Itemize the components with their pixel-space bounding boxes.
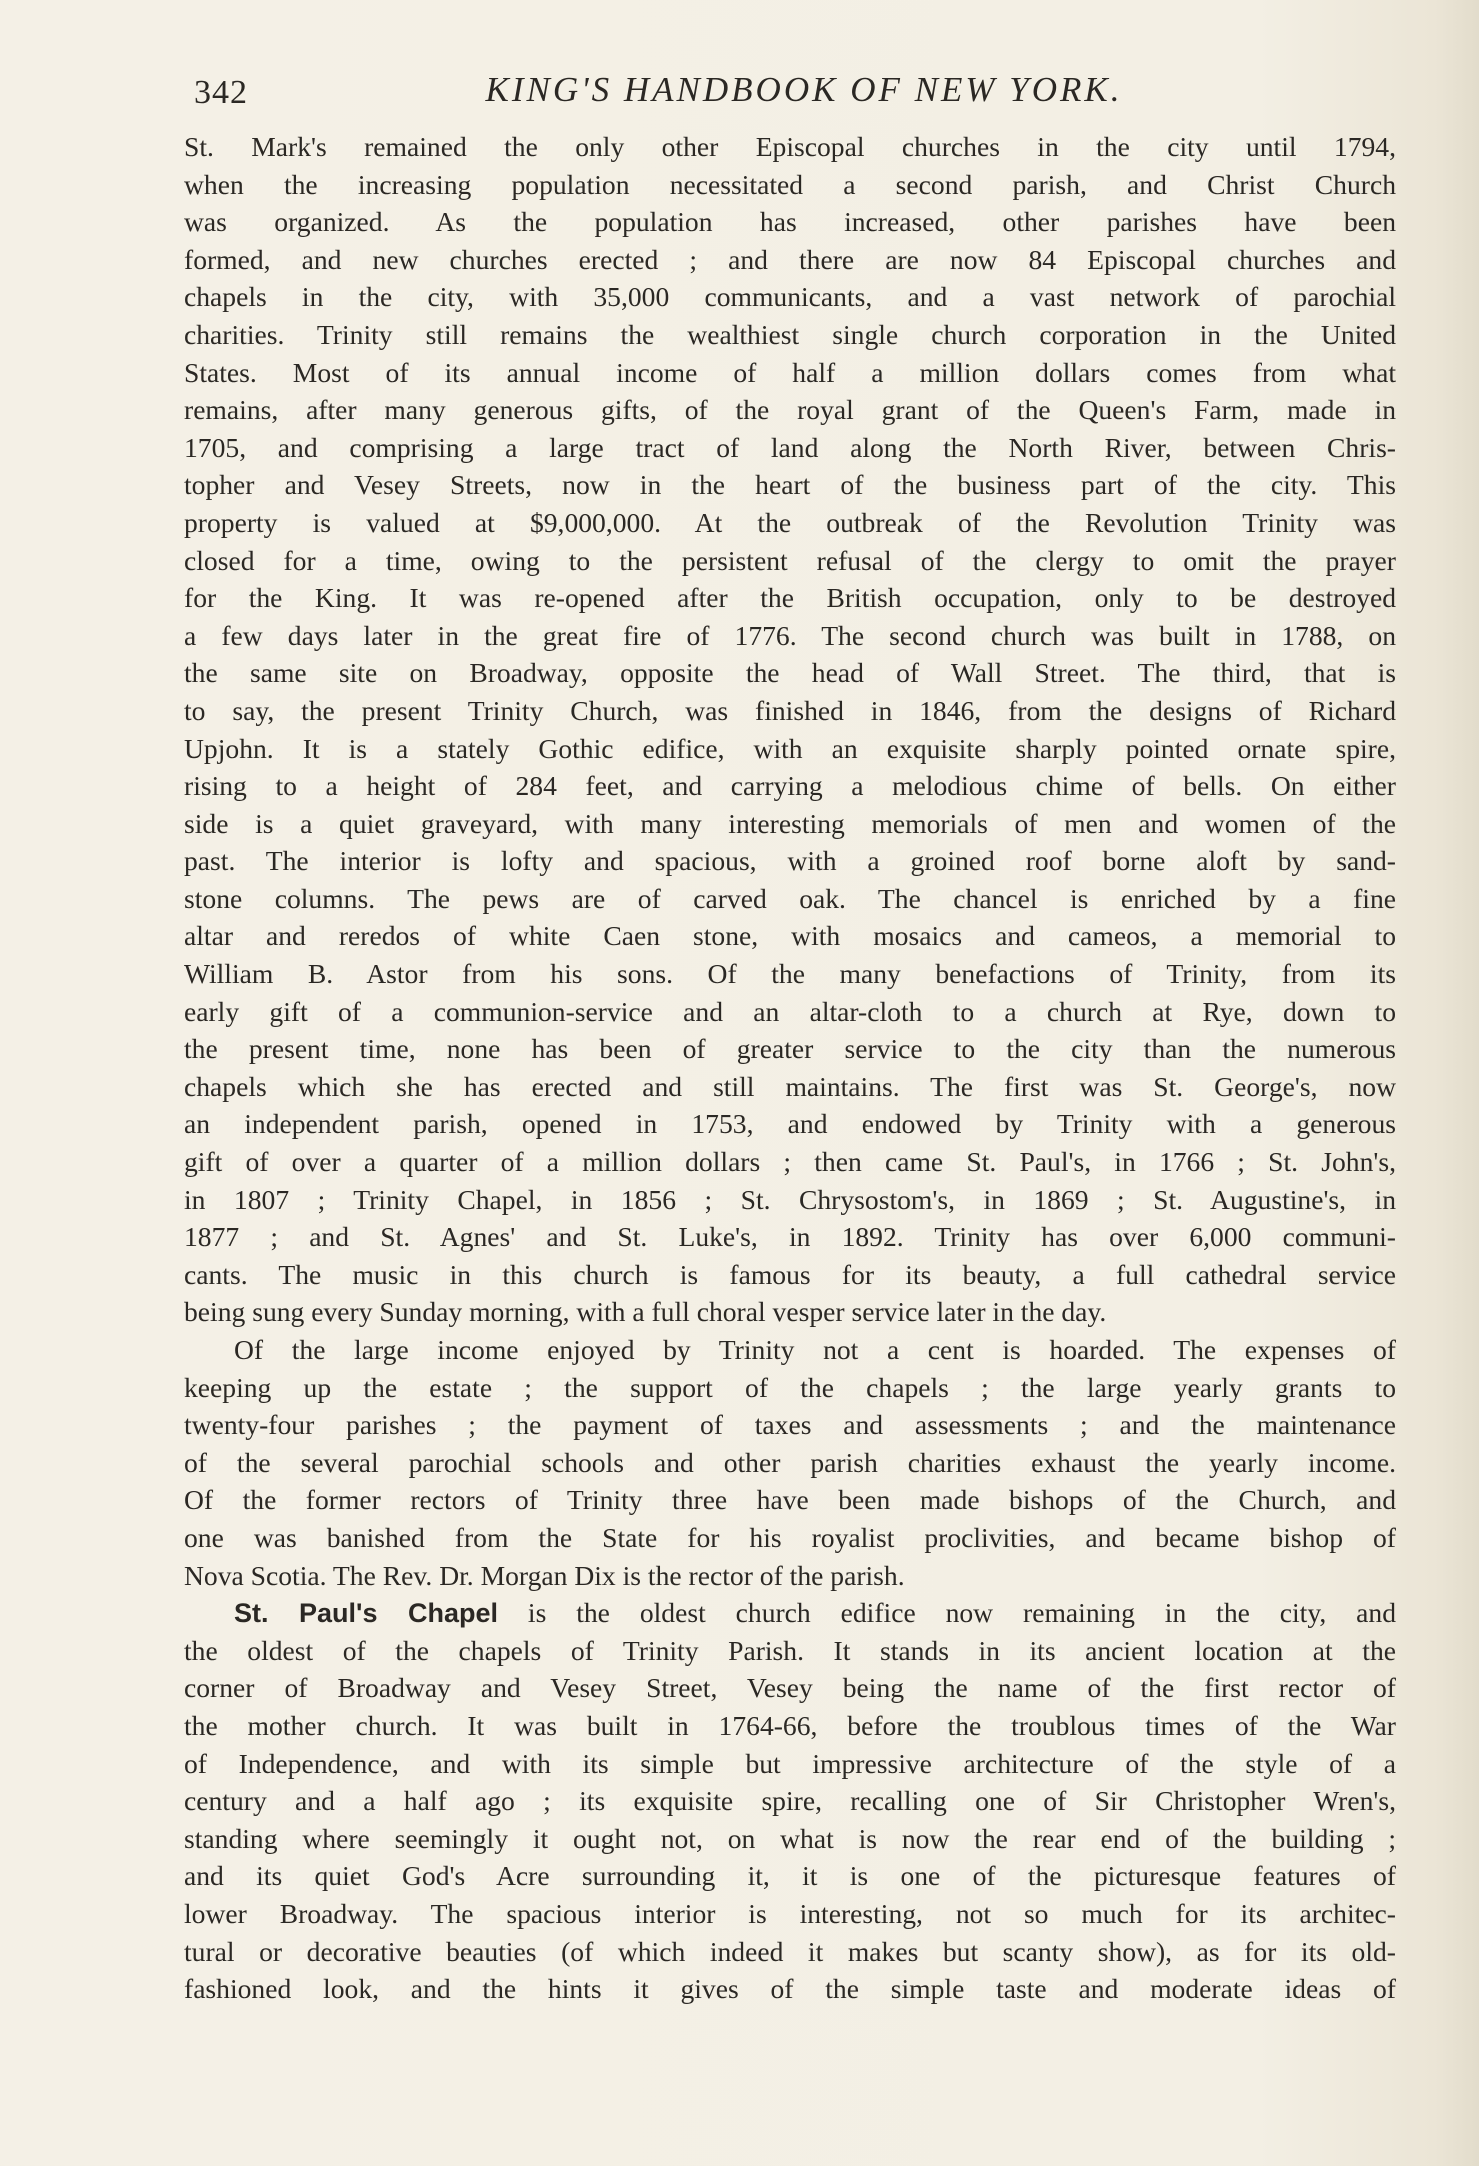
line-text: Of the large income enjoyed by Trinity not a cent is hoarded. The expenses of	[234, 1334, 1396, 1365]
text-line	[184, 955, 1396, 993]
text-line	[184, 1669, 1396, 1707]
text-line	[184, 128, 1396, 166]
text-line	[184, 1331, 1396, 1369]
line-text: twenty-four parishes ; the payment of taxes and assessments ; and the maintenance	[184, 1409, 1396, 1441]
line-text: keeping up the estate ; the support of the chapels ; the large yearly grants to	[184, 1371, 1396, 1403]
text-line	[184, 1594, 1396, 1632]
text-line	[184, 391, 1396, 429]
text-line	[184, 166, 1396, 204]
text-line	[184, 842, 1396, 880]
text-line	[184, 1181, 1396, 1219]
text-line	[184, 316, 1396, 354]
line-text: early gift of a communion-service and an altar-cloth to a church at Rye, down to	[184, 995, 1396, 1027]
line-text: closed for a time, owing to the persistent refusal of the clergy to omit the prayer	[184, 544, 1396, 576]
line-text: of the several parochial schools and other parish charities exhaust the yearly income.	[184, 1446, 1396, 1478]
text-line	[184, 1933, 1396, 1971]
line-text: gift of over a quarter of a million dollars ; then came St. Paul's, in 1766 ; St. John's,	[184, 1146, 1396, 1178]
page-header	[194, 68, 1394, 120]
line-text: an independent parish, opened in 1753, and endowed by Trinity with a generous	[184, 1108, 1396, 1140]
text-line	[184, 1857, 1396, 1895]
line-text: stone columns. The pews are of carved oak. The chancel is enriched by a fine	[184, 882, 1396, 914]
line-text: for the King. It was re-opened after the British occupation, only to be destroyed	[184, 582, 1396, 614]
line-text: fashioned look, and the hints it gives of the simple taste and moderate ideas of	[184, 1973, 1396, 2005]
text-line	[184, 466, 1396, 504]
text-line	[184, 1707, 1396, 1745]
line-text: the present time, none has been of greater service to the city than the numerous	[184, 1033, 1396, 1065]
line-text: 1877 ; and St. Agnes' and St. Luke's, in 1892. Trinity has over 6,000 communi-	[184, 1221, 1396, 1253]
line-text: of Independence, and with its simple but impressive architecture of the style of a	[184, 1747, 1396, 1779]
line-text: William B. Astor from his sons. Of the many benefactions of Trinity, from its	[184, 958, 1396, 990]
line-text: the oldest of the chapels of Trinity Parish. It stands in its ancient location at the	[184, 1634, 1396, 1666]
text-line	[184, 1406, 1396, 1444]
line-text: to say, the present Trinity Church, was finished in 1846, from the designs of Richard	[184, 694, 1396, 726]
line-text: century and a half ago ; its exquisite spire, recalling one of Sir Christopher Wren's,	[184, 1785, 1396, 1817]
text-line	[184, 1895, 1396, 1933]
line-text: when the increasing population necessitated a second parish, and Christ Church	[184, 168, 1396, 200]
line-text: 1705, and comprising a large tract of land along the North River, between Chris-	[184, 431, 1396, 463]
line-text: in 1807 ; Trinity Chapel, in 1856 ; St. Chrysostom's, in 1869 ; St. Augustine's, in	[184, 1183, 1396, 1215]
text-line	[184, 278, 1396, 316]
body-text	[184, 128, 1396, 2008]
text-line	[184, 1820, 1396, 1858]
text-line	[184, 692, 1396, 730]
line-text: side is a quiet graveyard, with many interesting memorials of men and women of the	[184, 807, 1396, 839]
text-line	[184, 579, 1396, 617]
line-text: was organized. As the population has increased, other parishes have been	[184, 206, 1396, 238]
section-heading: St. Paul's Chapel	[234, 1598, 498, 1629]
line-text: altar and reredos of white Caen stone, with mosaics and cameos, a memorial to	[184, 920, 1396, 952]
line-text: Nova Scotia. The Rev. Dr. Morgan Dix is the rector of the parish.	[184, 1559, 905, 1591]
text-line	[184, 1218, 1396, 1256]
line-text: being sung every Sunday morning, with a full choral vesper service later in the day.	[184, 1296, 1107, 1328]
line-text: St. Mark's remained the only other Episcopal churches in the city until 1794,	[184, 131, 1396, 162]
text-line	[184, 241, 1396, 279]
text-line	[184, 354, 1396, 392]
text-line	[184, 1143, 1396, 1181]
text-line	[184, 1068, 1396, 1106]
text-line	[184, 1444, 1396, 1482]
text-line	[184, 1481, 1396, 1519]
text-line	[184, 1256, 1396, 1294]
line-text: standing where seemingly it ought not, on what is now the rear end of the building ;	[184, 1822, 1396, 1854]
text-line	[184, 654, 1396, 692]
line-text: corner of Broadway and Vesey Street, Vesey being the name of the first rector of	[184, 1672, 1396, 1704]
line-text: charities. Trinity still remains the wealthiest single church corporation in the United	[184, 318, 1396, 350]
text-line	[184, 429, 1396, 467]
text-line	[184, 1557, 1396, 1595]
text-line	[184, 203, 1396, 241]
text-line	[184, 880, 1396, 918]
line-text: the mother church. It was built in 1764-66, before the troublous times of the War	[184, 1709, 1396, 1741]
line-text: Of the former rectors of Trinity three have been made bishops of the Church, and	[184, 1484, 1396, 1516]
line-text: topher and Vesey Streets, now in the heart of the business part of the city. This	[184, 469, 1396, 501]
text-line	[184, 542, 1396, 580]
page-number: 342	[194, 74, 248, 111]
line-text: cants. The music in this church is famous for its beauty, a full cathedral service	[184, 1258, 1396, 1290]
text-line	[184, 1632, 1396, 1670]
text-line	[184, 805, 1396, 843]
line-text: is the oldest church edifice now remaining in the city, and	[498, 1597, 1397, 1629]
text-line	[184, 1293, 1396, 1331]
line-text: formed, and new churches erected ; and there are now 84 Episcopal churches and	[184, 243, 1396, 275]
text-line	[184, 1970, 1396, 2008]
text-line	[184, 1745, 1396, 1783]
text-line	[184, 1030, 1396, 1068]
line-text: remains, after many generous gifts, of the royal grant of the Queen's Farm, made in	[184, 394, 1396, 426]
line-text: property is valued at $9,000,000. At the outbreak of the Revolution Trinity was	[184, 506, 1396, 538]
line-text: chapels which she has erected and still maintains. The first was St. George's, now	[184, 1070, 1396, 1102]
line-text: the same site on Broadway, opposite the head of Wall Street. The third, that is	[184, 657, 1396, 689]
line-text: a few days later in the great fire of 1776. The second church was built in 1788, on	[184, 619, 1396, 651]
line-text: Upjohn. It is a stately Gothic edifice, with an exquisite sharply pointed ornate spire,	[184, 732, 1396, 764]
text-line	[184, 993, 1396, 1031]
text-line	[184, 1782, 1396, 1820]
text-line	[184, 767, 1396, 805]
line-text: States. Most of its annual income of half a million dollars comes from what	[184, 356, 1396, 388]
running-title: KING'S HANDBOOK OF NEW YORK.	[485, 70, 1123, 109]
text-line	[184, 730, 1396, 768]
text-line	[184, 1519, 1396, 1557]
line-text: past. The interior is lofty and spacious, with a groined roof borne aloft by sand-	[184, 845, 1396, 877]
line-text: tural or decorative beauties (of which indeed it makes but scanty show), as for its old-	[184, 1935, 1396, 1967]
line-text: one was banished from the State for his royalist proclivities, and became bishop of	[184, 1521, 1396, 1553]
line-text: chapels in the city, with 35,000 communicants, and a vast network of parochial	[184, 281, 1396, 313]
text-line	[184, 1105, 1396, 1143]
line-text: lower Broadway. The spacious interior is interesting, not so much for its architec-	[184, 1897, 1396, 1929]
text-line	[184, 504, 1396, 542]
line-text: and its quiet God's Acre surrounding it, it is one of the picturesque features of	[184, 1860, 1396, 1892]
line-text: rising to a height of 284 feet, and carrying a melodious chime of bells. On either	[184, 770, 1396, 802]
text-line	[184, 617, 1396, 655]
text-line	[184, 1369, 1396, 1407]
text-line	[184, 917, 1396, 955]
